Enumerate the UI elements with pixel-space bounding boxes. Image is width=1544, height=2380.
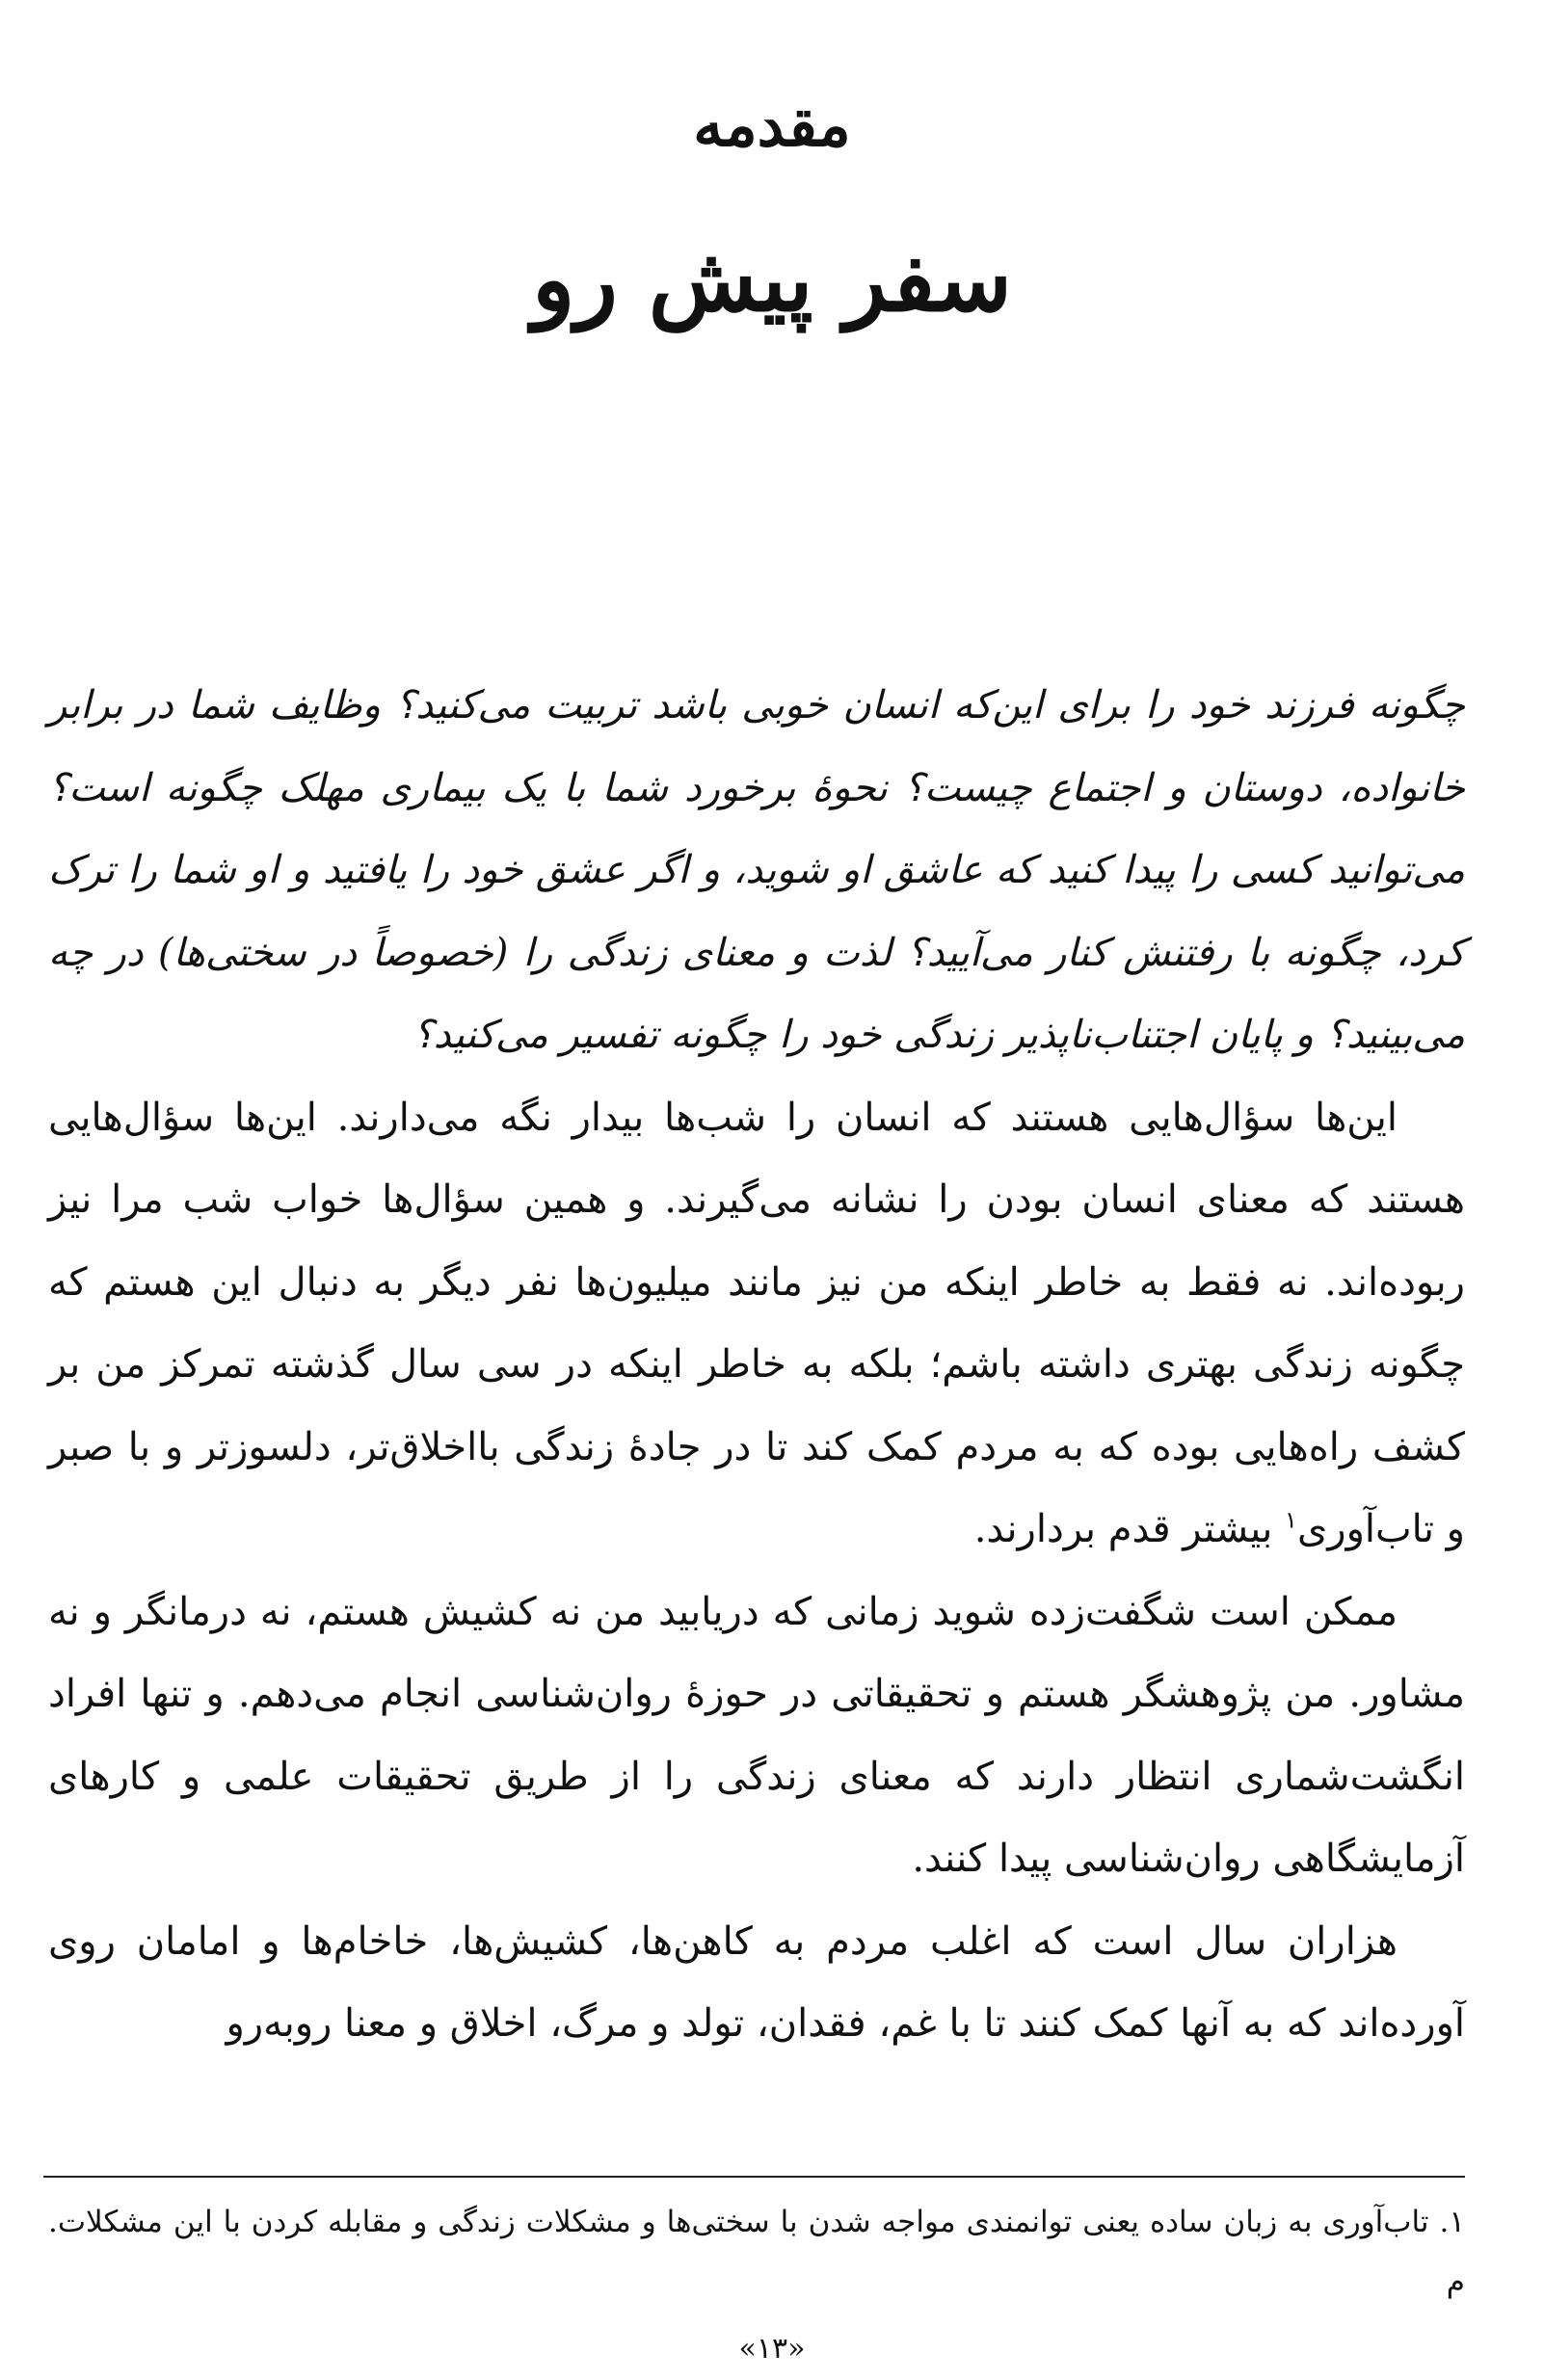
- paragraph: ممکن است شگفت‌زده شوید زمانی که دریابید من نه کشیش هستم، نه درمانگر و نه مشاور. من پژوهشگر هستم و تحقیقاتی در حوزهٔ روان‌شناسی انجام می‌دهم. و تنها افراد انگشت‌شماری انتظار دارند که معنای زندگی را از طریق تحقیقات علمی و کارهای آزمایشگاهی روان‌شناسی پیدا کنند.: [48, 1589, 1465, 1881]
- footnote-divider: [43, 2176, 1465, 2178]
- intro-paragraph: چگونه فرزند خود را برای این‌که انسان خوبی باشد تربیت می‌کنید؟ وظایف شما در برابر خانواده، دوستان و اجتماع چیست؟ نحوهٔ برخورد شما با یک بیماری مهلک چگونه است؟ می‌توانید کسی را پیدا کنید که عاشق او شوید، و اگر عشق خود را یافتید و او شما را ترک کرد، چگونه با رفتنش کنار می‌آیید؟ لذت و معنای زندگی را (خصوصاً در سختی‌ها) در چه می‌بینید؟ و پایان اجتناب‌ناپذیر زندگی خود را چگونه تفسیر می‌کنید؟: [48, 683, 1465, 1057]
- footnote: ۱. تاب‌آوری به زبان ساده یعنی توانمندی مواجه شدن با سختی‌ها و مشکلات زندگی و مقابله کردن با این مشکلات. م: [48, 2205, 1465, 2299]
- page-number: «۱۳»: [738, 2332, 806, 2366]
- footnote-reference[interactable]: ۱: [1285, 1506, 1297, 1534]
- chapter-label: مقدمه: [693, 90, 851, 160]
- body-text: [48, 665, 1465, 2066]
- chapter-title: سفر پیش رو: [532, 227, 1012, 331]
- paragraph-text: این‌ها سؤال‌هایی هستند که انسان را شب‌ها بیدار نگه می‌دارند. این‌ها سؤال‌هایی هستند که معنای انسان بودن را نشانه می‌گیرند. و همین سؤال‌ها خواب شب مرا نیز ربوده‌اند. نه فقط به خاطر اینکه من نیز مانند میلیون‌ها نفر دیگر به دنبال این هستم که چگونه زندگی بهتری داشته باشم؛ بلکه به خاطر اینکه در سی سال گذشته تمرکز من بر کشف راه‌هایی بوده که به مردم کمک کند تا در جادهٔ زندگی بااخلاق‌تر، دلسوزتر و با صبر و تاب‌آوری: [48, 1095, 1465, 1551]
- paragraph: هزاران سال است که اغلب مردم به کاهن‌ها، کشیش‌ها، خاخام‌ها و امامان روی آورده‌اند که به آنها کمک کنند تا با غم، فقدان، تولد و مرگ، اخلاق و معنا روبه‌رو: [48, 1918, 1465, 2046]
- paragraph-text: بیشتر قدم بردارند.: [973, 1507, 1286, 1551]
- paragraph: [48, 1077, 1465, 1572]
